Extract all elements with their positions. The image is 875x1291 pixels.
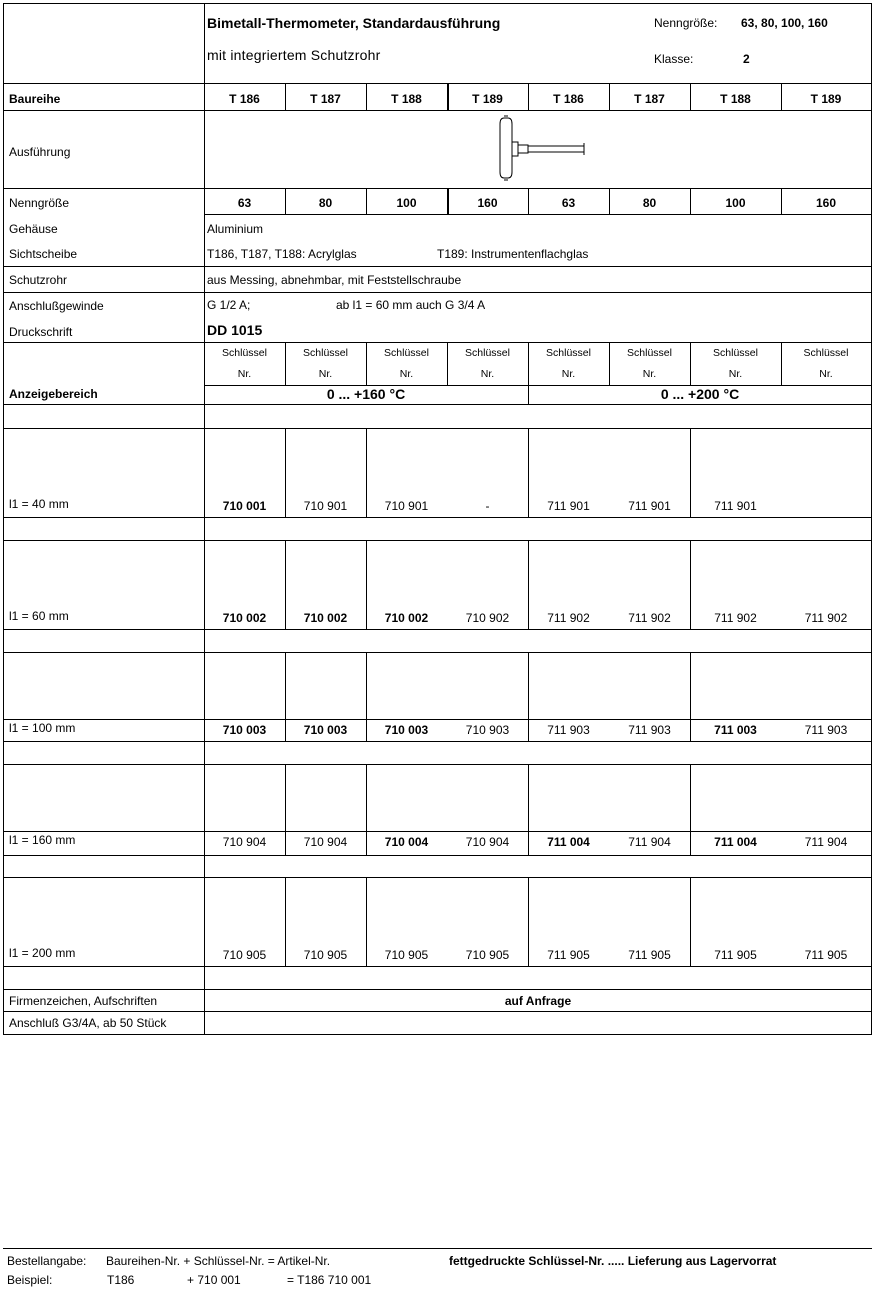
- order-formula: Baureihen-Nr. + Schlüssel-Nr. = Artikel-Nr.: [106, 1254, 331, 1268]
- row-rule: [3, 855, 871, 856]
- key-number-cell: 711 004: [547, 835, 590, 849]
- key-header-bottom: Nr.: [399, 368, 414, 380]
- column-divider: [690, 83, 691, 110]
- example-key: + 710 001: [187, 1273, 241, 1287]
- row-rule: [3, 517, 871, 518]
- row-rule: [3, 629, 871, 630]
- size-cell: 100: [396, 196, 417, 210]
- key-number-cell: 711 903: [628, 723, 671, 737]
- column-divider: [609, 188, 610, 214]
- row-rule: [204, 214, 871, 215]
- size-label: Nenngröße:: [654, 16, 718, 30]
- series-cell: T 186: [229, 92, 260, 106]
- key-number-cell: 710 902: [465, 611, 510, 625]
- block-divider: [528, 764, 529, 855]
- title-line-1: Bimetall-Thermometer, Standardausführung: [207, 15, 501, 31]
- key-header-top: Schlüssel: [303, 347, 348, 359]
- row-rule: [204, 385, 871, 386]
- row-rule: [3, 292, 871, 293]
- column-divider: [609, 342, 610, 385]
- block-divider: [690, 540, 691, 629]
- row-rule: [3, 540, 871, 541]
- sichtscheibe-value-b: T189: Instrumentenflachglas: [437, 247, 589, 261]
- length-label: l1 = 40 mm: [9, 497, 69, 511]
- column-divider: [447, 188, 449, 214]
- row-rule: [3, 831, 871, 832]
- key-number-cell: 710 002: [222, 611, 267, 625]
- column-divider: [447, 83, 449, 110]
- key-number-cell: 710 905: [465, 948, 510, 962]
- key-number-cell: 711 905: [628, 948, 671, 962]
- key-number-cell: 711 902: [714, 611, 757, 625]
- thermometer-drawing: [496, 114, 588, 182]
- gehaeuse-value: Aluminium: [207, 222, 264, 236]
- row-rule: [3, 266, 871, 267]
- row-rule: [3, 1011, 871, 1012]
- length-label: l1 = 200 mm: [9, 946, 76, 960]
- column-divider: [366, 188, 367, 214]
- footer-rule: [3, 1248, 872, 1249]
- thermometer-icon: [500, 116, 584, 180]
- label-gehaeuse: Gehäuse: [9, 222, 58, 236]
- column-divider: [285, 188, 286, 214]
- key-number-cell: 710 904: [465, 835, 510, 849]
- column-divider: [447, 342, 448, 385]
- block-divider: [366, 540, 367, 629]
- key-number-cell: 711 901: [714, 499, 757, 513]
- title-line-2: mit integriertem Schutzrohr: [207, 47, 381, 63]
- size-cell: 100: [725, 196, 746, 210]
- block-divider: [285, 764, 286, 855]
- column-divider: [781, 188, 782, 214]
- label-column-divider: [204, 3, 205, 1034]
- key-number-cell: 710 001: [222, 499, 267, 513]
- row-rule: [3, 83, 871, 84]
- column-divider: [366, 342, 367, 385]
- key-number-cell: 711 904: [804, 835, 848, 849]
- range-left: 0 ... +160 °C: [326, 386, 406, 402]
- block-divider: [366, 428, 367, 517]
- key-number-cell: 711 905: [714, 948, 757, 962]
- column-divider: [690, 342, 691, 385]
- label-baureihe: Baureihe: [9, 92, 61, 106]
- range-right: 0 ... +200 °C: [660, 386, 740, 402]
- key-number-cell: 711 905: [804, 948, 848, 962]
- size-cell: 80: [318, 196, 333, 210]
- column-divider: [285, 342, 286, 385]
- key-header-top: Schlüssel: [627, 347, 672, 359]
- key-number-cell: 711 901: [547, 499, 590, 513]
- series-cell: T 189: [472, 92, 503, 106]
- label-druckschrift: Druckschrift: [9, 325, 73, 339]
- row-rule: [3, 719, 871, 720]
- column-divider: [285, 83, 286, 110]
- key-header-bottom: Nr.: [728, 368, 743, 380]
- row-rule: [3, 966, 871, 967]
- key-header-top: Schlüssel: [713, 347, 758, 359]
- column-divider: [781, 83, 782, 110]
- key-number-cell: 711 903: [547, 723, 590, 737]
- block-divider: [528, 877, 529, 966]
- druckschrift-value: DD 1015: [207, 322, 263, 338]
- key-header-bottom: Nr.: [318, 368, 333, 380]
- key-number-cell: 711 902: [628, 611, 671, 625]
- key-number-cell: 711 902: [547, 611, 590, 625]
- key-number-cell: 710 905: [384, 948, 429, 962]
- key-number-cell: 710 004: [384, 835, 429, 849]
- block-divider: [528, 652, 529, 741]
- series-cell: T 186: [553, 92, 584, 106]
- size-cell: 63: [237, 196, 252, 210]
- series-cell: T 189: [810, 92, 842, 106]
- firmenzeichen-value: auf Anfrage: [504, 994, 572, 1008]
- label-sichtscheibe: Sichtscheibe: [9, 247, 78, 261]
- size-cell: 63: [561, 196, 576, 210]
- key-number-cell: 710 905: [303, 948, 348, 962]
- row-rule: [3, 877, 871, 878]
- column-divider: [528, 83, 529, 110]
- label-ausfuehrung: Ausführung: [9, 145, 71, 159]
- anschluss-value-a: G 1/2 A;: [207, 298, 251, 312]
- block-divider: [690, 428, 691, 517]
- key-header-bottom: Nr.: [480, 368, 495, 380]
- block-divider: [528, 428, 529, 517]
- column-divider: [690, 188, 691, 214]
- block-divider: [366, 764, 367, 855]
- key-header-top: Schlüssel: [546, 347, 591, 359]
- column-divider: [609, 83, 610, 110]
- row-rule: [3, 428, 871, 429]
- length-label: l1 = 60 mm: [9, 609, 69, 623]
- row-rule: [3, 342, 871, 343]
- label-nenngroesse: Nenngröße: [9, 196, 70, 210]
- column-divider: [366, 83, 367, 110]
- class-value: 2: [743, 52, 750, 66]
- key-number-cell: 711 903: [804, 723, 848, 737]
- key-number-cell: 710 904: [222, 835, 267, 849]
- key-number-cell: 710 002: [303, 611, 348, 625]
- key-number-cell: 711 004: [714, 835, 757, 849]
- length-label: l1 = 160 mm: [9, 833, 76, 847]
- row-rule: [3, 989, 871, 990]
- key-header-top: Schlüssel: [803, 347, 849, 359]
- key-number-cell: 711 901: [628, 499, 671, 513]
- datasheet-table: [3, 3, 872, 1035]
- key-number-cell: 710 002: [384, 611, 429, 625]
- key-number-cell: 710 904: [303, 835, 348, 849]
- stock-note: fettgedruckte Schlüssel-Nr. ..... Lieferung aus Lagervorrat: [449, 1254, 777, 1268]
- key-number-cell: 710 003: [303, 723, 348, 737]
- block-divider: [690, 877, 691, 966]
- series-cell: T 187: [634, 92, 665, 106]
- key-number-cell: -: [485, 499, 490, 513]
- block-divider: [285, 540, 286, 629]
- series-cell: T 188: [391, 92, 422, 106]
- key-number-cell: 711 003: [714, 723, 757, 737]
- length-label: l1 = 100 mm: [9, 721, 76, 735]
- key-number-cell: 710 003: [222, 723, 267, 737]
- key-header-bottom: Nr.: [819, 368, 833, 380]
- schutzrohr-value: aus Messing, abnehmbar, mit Feststellschraube: [207, 273, 462, 287]
- key-number-cell: 710 003: [384, 723, 429, 737]
- row-rule: [3, 652, 871, 653]
- block-divider: [690, 652, 691, 741]
- row-rule: [3, 404, 871, 405]
- key-number-cell: 711 902: [804, 611, 848, 625]
- series-cell: T 188: [720, 92, 751, 106]
- block-divider: [690, 764, 691, 855]
- row-rule: [3, 741, 871, 742]
- key-number-cell: 711 905: [547, 948, 590, 962]
- example-label: Beispiel:: [7, 1273, 53, 1287]
- range-divider: [528, 385, 529, 404]
- key-header-top: Schlüssel: [384, 347, 429, 359]
- key-header-top: Schlüssel: [465, 347, 510, 359]
- label-anschlussgewinde: Anschlußgewinde: [9, 299, 104, 313]
- key-header-bottom: Nr.: [237, 368, 252, 380]
- size-cell: 80: [642, 196, 657, 210]
- order-label: Bestellangabe:: [7, 1254, 87, 1268]
- column-divider: [781, 342, 782, 385]
- label-schutzrohr: Schutzrohr: [9, 273, 68, 287]
- key-number-cell: 710 903: [465, 723, 510, 737]
- column-divider: [528, 188, 529, 214]
- row-rule: [3, 110, 871, 111]
- label-firmenzeichen: Firmenzeichen, Aufschriften: [9, 994, 158, 1008]
- example-result: = T186 710 001: [287, 1273, 372, 1287]
- key-header-bottom: Nr.: [561, 368, 576, 380]
- block-divider: [366, 877, 367, 966]
- row-rule: [3, 188, 871, 189]
- key-number-cell: 711 904: [628, 835, 671, 849]
- sichtscheibe-value-a: T186, T187, T188: Acrylglas: [207, 247, 357, 261]
- series-cell: T 187: [310, 92, 341, 106]
- key-number-cell: 710 901: [303, 499, 348, 513]
- key-header-bottom: Nr.: [642, 368, 657, 380]
- key-number-cell: 710 901: [384, 499, 429, 513]
- label-anschluss-g34: Anschluß G3/4A, ab 50 Stück: [9, 1016, 167, 1030]
- anschluss-value-b: ab l1 = 60 mm auch G 3/4 A: [336, 298, 486, 312]
- block-divider: [285, 652, 286, 741]
- block-divider: [366, 652, 367, 741]
- column-divider: [528, 342, 529, 385]
- example-series: T186: [107, 1273, 135, 1287]
- key-number-cell: 710 905: [222, 948, 267, 962]
- size-cell: 160: [815, 196, 837, 210]
- size-value: 63, 80, 100, 160: [741, 16, 828, 30]
- block-divider: [285, 877, 286, 966]
- row-rule: [3, 764, 871, 765]
- size-cell: 160: [477, 196, 498, 210]
- key-header-top: Schlüssel: [222, 347, 267, 359]
- block-divider: [528, 540, 529, 629]
- class-label: Klasse:: [654, 52, 694, 66]
- label-anzeigebereich: Anzeigebereich: [9, 387, 98, 401]
- block-divider: [285, 428, 286, 517]
